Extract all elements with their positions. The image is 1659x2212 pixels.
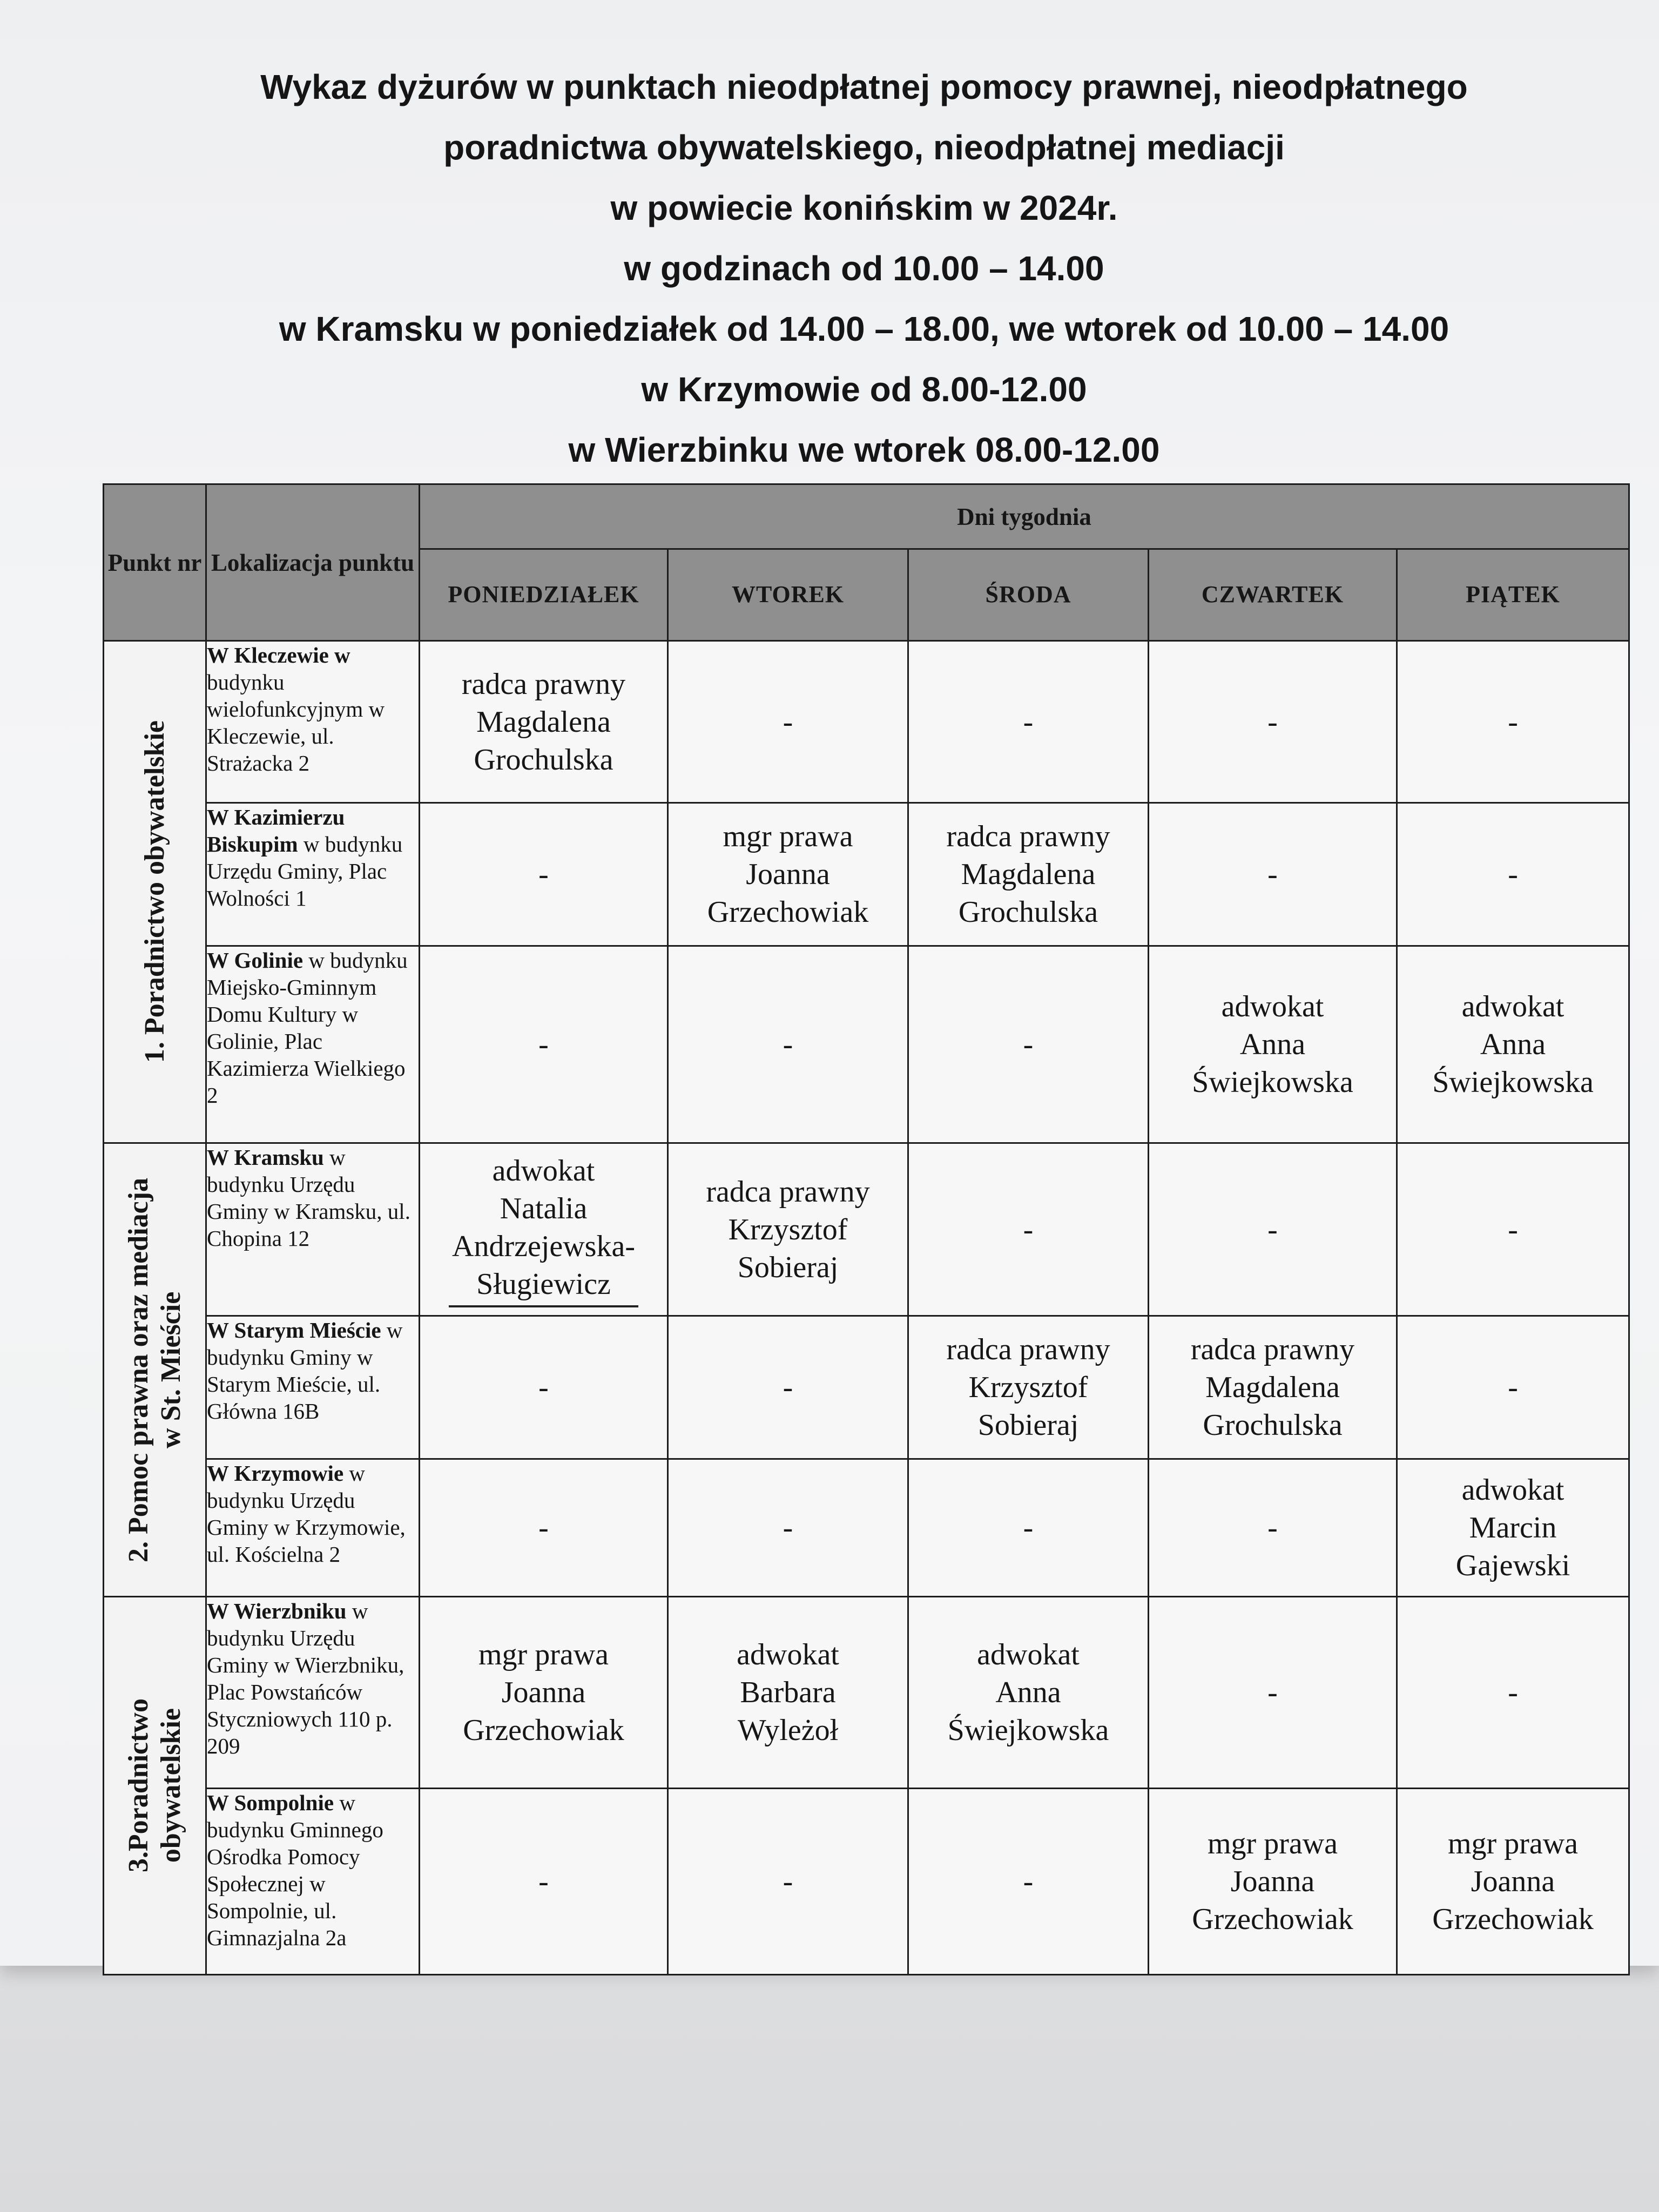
table-row xyxy=(104,641,1629,803)
table-row xyxy=(104,1597,1629,1789)
group-label: 3.Poradnictwo obywatelskie xyxy=(123,1698,186,1873)
duty-cell: adwokat Anna Świejkowska xyxy=(1397,946,1629,1143)
duty-cell: - xyxy=(420,1789,668,1975)
heading-line: Wykaz dyżurów w punktach nieodpłatnej pomocy prawnej, nieodpłatnego xyxy=(260,68,1468,106)
duty-cell: - xyxy=(1397,1316,1629,1459)
duty-cell: - xyxy=(1149,1459,1397,1597)
duty-cell: radca prawny Krzysztof Sobieraj xyxy=(668,1143,908,1316)
location-desc: w budynku Urzędu Gminy, Plac Wolności 1 xyxy=(207,832,403,911)
header-day-tuesday: WTOREK xyxy=(668,549,908,641)
location-place: W Kazimierzu Biskupim xyxy=(207,805,345,857)
schedule-table xyxy=(103,483,1630,1975)
duty-cell: - xyxy=(420,1459,668,1597)
table-row xyxy=(104,1459,1629,1597)
heading-line: w godzinach od 10.00 – 14.00 xyxy=(624,249,1104,288)
heading-line: w Wierzbinku we wtorek 08.00-12.00 xyxy=(568,430,1160,469)
duty-cell: - xyxy=(908,641,1149,803)
duty-cell: - xyxy=(1149,1143,1397,1316)
location-desc: w budynku Miejsko-Gminnym Domu Kultury w Golinie, Plac Kazimierza Wielkiego 2 xyxy=(207,948,408,1108)
location-cell xyxy=(206,803,420,946)
location-desc: w budynku Urzędu Gminy w Wierzbniku, Plac Powstańców Styczniowych 110 p. 209 xyxy=(207,1599,404,1759)
location-cell xyxy=(206,1143,420,1316)
duty-cell: - xyxy=(420,1316,668,1459)
table-row xyxy=(104,1789,1629,1975)
table-row xyxy=(104,803,1629,946)
heading-line: poradnictwa obywatelskiego, nieodpłatnej mediacji xyxy=(443,128,1285,167)
duty-cell: - xyxy=(908,1789,1149,1975)
duty-cell: - xyxy=(1397,1597,1629,1789)
table-row xyxy=(104,1143,1629,1316)
duty-cell xyxy=(420,1143,668,1316)
duty-cell: - xyxy=(908,1143,1149,1316)
duty-cell: - xyxy=(668,641,908,803)
duty-cell: - xyxy=(420,946,668,1143)
location-desc: w budynku Urzędu Gminy w Kramsku, ul. Chopina 12 xyxy=(207,1145,410,1251)
duty-cell: adwokat Marcin Gajewski xyxy=(1397,1459,1629,1597)
duty-cell: adwokat Anna Świejkowska xyxy=(908,1597,1149,1789)
duty-cell: radca prawny Magdalena Grochulska xyxy=(420,641,668,803)
location-place: W Starym Mieście xyxy=(207,1318,381,1343)
duty-cell: - xyxy=(1149,803,1397,946)
duty-cell: - xyxy=(908,946,1149,1143)
location-place: W Wierzbniku xyxy=(207,1599,347,1623)
duty-cell: - xyxy=(420,803,668,946)
duty-cell: radca prawny Magdalena Grochulska xyxy=(1149,1316,1397,1459)
location-place: W Golinie xyxy=(207,948,304,973)
heading-line: w Krzymowie od 8.00-12.00 xyxy=(641,370,1087,409)
location-cell xyxy=(206,1459,420,1597)
group-cell-1 xyxy=(104,641,206,1143)
location-cell xyxy=(206,946,420,1143)
location-place: W Krzymowie xyxy=(207,1461,344,1486)
location-desc: w budynku Gminnego Ośrodka Pomocy Społecznej w Sompolnie, ul. Gimnazjalna 2a xyxy=(207,1790,383,1951)
location-desc: budynku wielofunkcyjnym w Kleczewie, ul. Strażacka 2 xyxy=(207,670,385,776)
duty-cell: mgr prawa Joanna Grzechowiak xyxy=(668,803,908,946)
heading-line: w Kramsku w poniedziałek od 14.00 – 18.00, we wtorek od 10.00 – 14.00 xyxy=(279,309,1449,348)
location-place: W Sompolnie xyxy=(207,1790,334,1815)
location-desc: w budynku Gminy w Starym Mieście, ul. Główna 16B xyxy=(207,1318,403,1424)
group-label: 1. Poradnictwo obywatelskie xyxy=(139,720,170,1063)
duty-cell: radca prawny Magdalena Grochulska xyxy=(908,803,1149,946)
table-row xyxy=(104,1316,1629,1459)
header-day-wednesday: ŚRODA xyxy=(908,549,1149,641)
duty-cell: mgr prawa Joanna Grzechowiak xyxy=(1149,1789,1397,1975)
heading-line: w powiecie konińskim w 2024r. xyxy=(610,188,1118,227)
location-place: W Kramsku xyxy=(207,1145,324,1170)
group-label: 2. Pomoc prawna oraz mediacja w St. Mieście xyxy=(123,1177,186,1562)
header-punkt-nr: Punkt nr xyxy=(104,484,206,641)
duty-cell: adwokat Anna Świejkowska xyxy=(1149,946,1397,1143)
duty-cell: mgr prawa Joanna Grzechowiak xyxy=(1397,1789,1629,1975)
location-cell xyxy=(206,641,420,803)
group-cell-3 xyxy=(104,1597,206,1975)
duty-cell: - xyxy=(668,1789,908,1975)
group-cell-2 xyxy=(104,1143,206,1597)
duty-cell: - xyxy=(1397,1143,1629,1316)
duty-cell: - xyxy=(668,946,908,1143)
location-cell xyxy=(206,1316,420,1459)
duty-cell: - xyxy=(1397,641,1629,803)
duty-cell: radca prawny Krzysztof Sobieraj xyxy=(908,1316,1149,1459)
duty-cell: - xyxy=(908,1459,1149,1597)
header-day-friday: PIĄTEK xyxy=(1397,549,1629,641)
duty-cell: - xyxy=(668,1316,908,1459)
duty-cell: - xyxy=(1149,1597,1397,1789)
location-cell xyxy=(206,1789,420,1975)
header-lokalizacja: Lokalizacja punktu xyxy=(206,484,420,641)
duty-cell: - xyxy=(668,1459,908,1597)
document-heading xyxy=(162,57,1566,480)
header-dni-tygodnia: Dni tygodnia xyxy=(420,484,1629,549)
duty-cell: - xyxy=(1149,641,1397,803)
location-desc: w budynku Urzędu Gminy w Krzymowie, ul. Kościelna 2 xyxy=(207,1461,406,1567)
header-day-monday: PONIEDZIAŁEK xyxy=(420,549,668,641)
duty-cell: adwokat Barbara Wyleżoł xyxy=(668,1597,908,1789)
location-cell xyxy=(206,1597,420,1789)
header-day-thursday: CZWARTEK xyxy=(1149,549,1397,641)
duty-text-underlined: adwokat Natalia Andrzejewska- Sługiewicz xyxy=(449,1152,638,1307)
location-place: W Kleczewie w xyxy=(207,643,350,667)
duty-cell: mgr prawa Joanna Grzechowiak xyxy=(420,1597,668,1789)
table-row xyxy=(104,946,1629,1143)
duty-cell: - xyxy=(1397,803,1629,946)
